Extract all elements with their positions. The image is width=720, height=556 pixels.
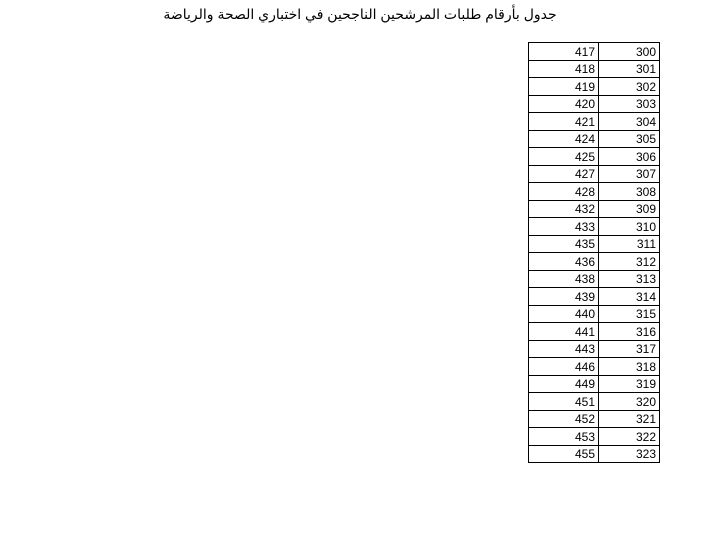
table-cell: 306 bbox=[599, 148, 660, 166]
table-cell: 451 bbox=[529, 393, 599, 411]
table-cell: 420 bbox=[529, 95, 599, 113]
page-title: جدول بأرقام طلبات المرشحين الناجحين في اختباري الصحة والرياضة bbox=[163, 6, 557, 22]
table-row bbox=[529, 200, 660, 218]
table-cell: 452 bbox=[529, 410, 599, 428]
table-row bbox=[529, 375, 660, 393]
table-cell: 318 bbox=[599, 358, 660, 376]
table-cell: 449 bbox=[529, 375, 599, 393]
table-cell: 446 bbox=[529, 358, 599, 376]
table-row bbox=[529, 288, 660, 306]
table-cell: 315 bbox=[599, 305, 660, 323]
results-table bbox=[528, 42, 660, 463]
table-cell: 321 bbox=[599, 410, 660, 428]
table-cell: 425 bbox=[529, 148, 599, 166]
table-cell: 320 bbox=[599, 393, 660, 411]
table-cell: 309 bbox=[599, 200, 660, 218]
table-row bbox=[529, 445, 660, 463]
table-cell: 302 bbox=[599, 78, 660, 96]
table-cell: 421 bbox=[529, 113, 599, 131]
table-cell: 417 bbox=[529, 43, 599, 61]
table-cell: 419 bbox=[529, 78, 599, 96]
table-row bbox=[529, 235, 660, 253]
table-cell: 439 bbox=[529, 288, 599, 306]
table-row bbox=[529, 270, 660, 288]
table-row bbox=[529, 60, 660, 78]
table-cell: 418 bbox=[529, 60, 599, 78]
table-cell: 313 bbox=[599, 270, 660, 288]
table-cell: 319 bbox=[599, 375, 660, 393]
table-cell: 453 bbox=[529, 428, 599, 446]
table-row bbox=[529, 358, 660, 376]
table-row bbox=[529, 305, 660, 323]
table-cell: 300 bbox=[599, 43, 660, 61]
table-row bbox=[529, 340, 660, 358]
table-cell: 308 bbox=[599, 183, 660, 201]
table-cell: 304 bbox=[599, 113, 660, 131]
table-cell: 436 bbox=[529, 253, 599, 271]
table-row bbox=[529, 183, 660, 201]
results-table-body bbox=[529, 43, 660, 463]
table-cell: 455 bbox=[529, 445, 599, 463]
table-row bbox=[529, 218, 660, 236]
table-cell: 443 bbox=[529, 340, 599, 358]
table-row bbox=[529, 410, 660, 428]
table-cell: 433 bbox=[529, 218, 599, 236]
table-cell: 438 bbox=[529, 270, 599, 288]
table-row bbox=[529, 428, 660, 446]
table-row bbox=[529, 95, 660, 113]
table-cell: 428 bbox=[529, 183, 599, 201]
table-cell: 316 bbox=[599, 323, 660, 341]
table-cell: 322 bbox=[599, 428, 660, 446]
table-cell: 301 bbox=[599, 60, 660, 78]
table-cell: 441 bbox=[529, 323, 599, 341]
table-cell: 440 bbox=[529, 305, 599, 323]
table-row bbox=[529, 130, 660, 148]
table-cell: 310 bbox=[599, 218, 660, 236]
table-row bbox=[529, 165, 660, 183]
table-row bbox=[529, 323, 660, 341]
results-table-container bbox=[528, 42, 660, 463]
table-cell: 432 bbox=[529, 200, 599, 218]
table-row bbox=[529, 78, 660, 96]
table-row bbox=[529, 113, 660, 131]
table-cell: 323 bbox=[599, 445, 660, 463]
table-cell: 305 bbox=[599, 130, 660, 148]
table-cell: 312 bbox=[599, 253, 660, 271]
table-row bbox=[529, 148, 660, 166]
table-cell: 317 bbox=[599, 340, 660, 358]
table-row bbox=[529, 393, 660, 411]
table-cell: 427 bbox=[529, 165, 599, 183]
table-cell: 314 bbox=[599, 288, 660, 306]
table-row bbox=[529, 253, 660, 271]
table-cell: 311 bbox=[599, 235, 660, 253]
table-cell: 307 bbox=[599, 165, 660, 183]
table-cell: 424 bbox=[529, 130, 599, 148]
table-cell: 303 bbox=[599, 95, 660, 113]
table-cell: 435 bbox=[529, 235, 599, 253]
table-row bbox=[529, 43, 660, 61]
